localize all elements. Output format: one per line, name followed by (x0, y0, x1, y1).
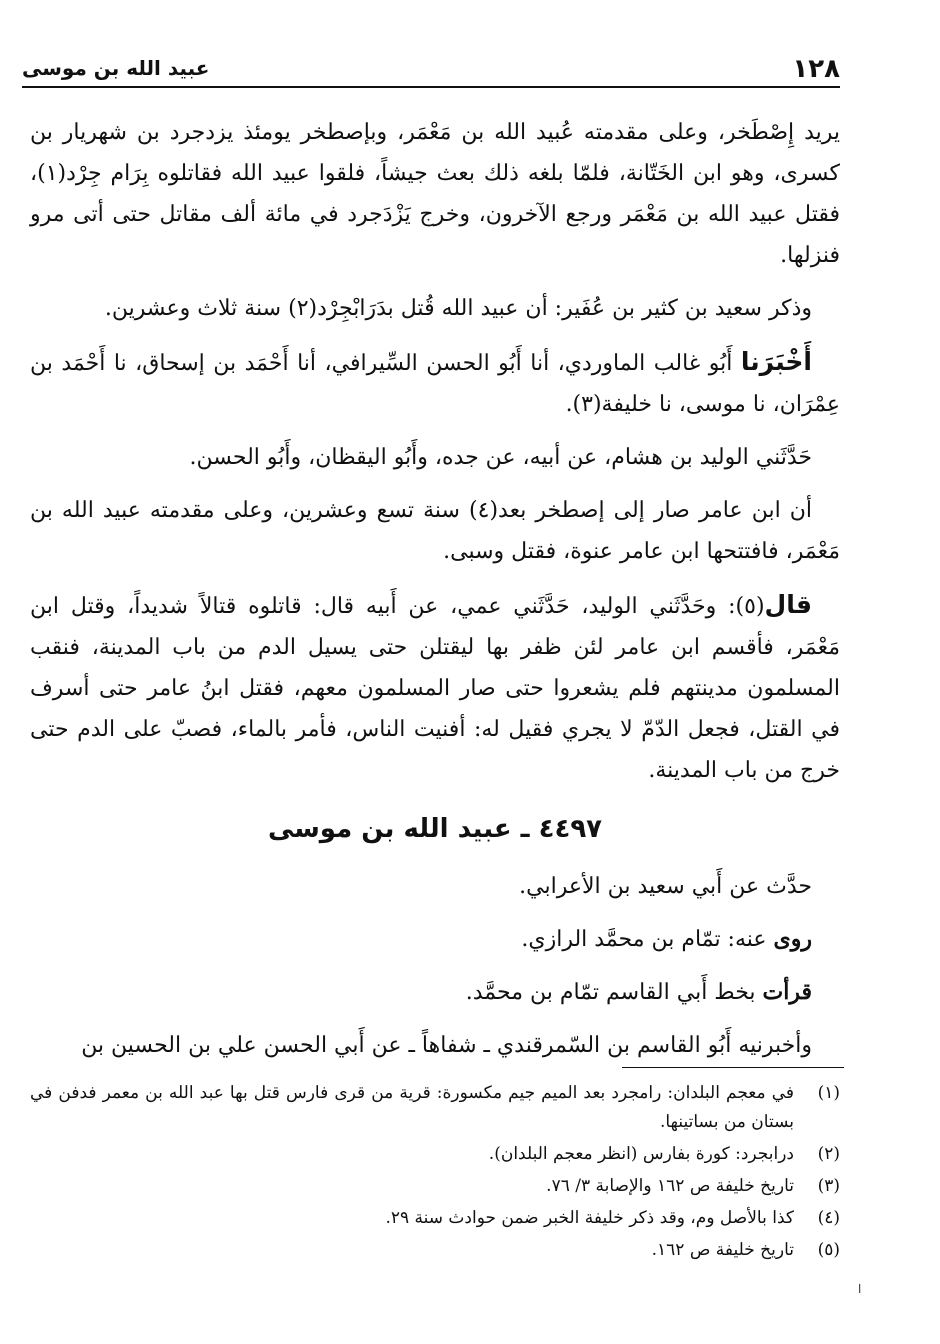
page-number: ١٢٨ (792, 54, 840, 84)
paragraph: يريد إِصْطَخر، وعلى مقدمته عُبيد الله بن مَعْمَر، وبإصطخر يومئذ يزدجرد بن شهريار بن كسرى، وهو ابن الخَتّانة، فلمّا بلغه ذلك بعث جيشاً، فلقوا عبيد الله فقاتلوه بِرَام جِرْد(١)، فقتل عبيد الله بن مَعْمَر ورجع الآخرون، وخرج يَزْدَجرد في مائة ألف مقاتل حتى أتى مرو فنزلها. (30, 120, 840, 268)
running-head-title: عبيد الله بن موسى (22, 56, 210, 80)
paragraph (30, 584, 840, 791)
footnote-text: في معجم البلدان: رامجرد بعد الميم جيم مكسورة: قرية من قرى فارس قتل بها عبد الله بن معمر فدفن في بستان من بساتينها. (30, 1083, 794, 1132)
footnote (30, 1140, 840, 1169)
footnote-number: (٣) (817, 1176, 840, 1196)
paragraph: وأخبرنيه أَبُو القاسم بن السّمرقندي ـ شفاهاً ـ عن أَبي الحسن علي بن الحسين بن (81, 1033, 812, 1058)
footnote-text: تاريخ خليفة ص ١٦٢. (651, 1240, 794, 1260)
footnote-divider (622, 1067, 844, 1068)
footnote-text: كذا بالأصل وم، وقد ذكر خليفة الخبر ضمن حوادث سنة ٢٩. (385, 1208, 794, 1228)
footnote (30, 1236, 840, 1265)
isnad-lead-word: قال (764, 590, 812, 619)
paragraph: حَدَّثَني الوليد بن هشام، عن أبيه، عن جده، وأَبُو اليقظان، وأَبُو الحسن. (189, 445, 812, 470)
paragraph-text: عنه: تمّام بن محمَّد الرازي. (521, 927, 774, 952)
footnotes (30, 1079, 840, 1268)
footnote-text: درابجرد: كورة بفارس (انظر معجم البلدان). (488, 1144, 794, 1164)
paragraph (30, 919, 840, 960)
footnote (30, 1079, 840, 1137)
footnote-text: تاريخ خليفة ص ١٦٢ والإصابة ٣/ ٧٦. (546, 1176, 794, 1196)
paragraph-text: (٥): وحَدَّثَني الوليد، حَدَّثَني عمي، عن أَبيه قال: قاتلوه قتالاً شديداً، وقتل ابن مَعْمَر، فأقسم ابن عامر لئن ظفر بها ليقتلن حتى يسيل الدم من باب المدينة، فنقب المسلمون مدينتهم فلم يشعروا حتى صار المسلمون معهم، فقتل ابنُ عامر حتى أسرف في القتل، فجعل الدّمّ لا يجري فقيل له: أفنيت الناس، فأمر بالماء، فصبّ على الدم حتى خرج من باب المدينة. (30, 594, 840, 783)
paragraph (30, 341, 840, 425)
main-text (30, 112, 840, 1078)
isnad-lead-word: أَخْبَرَنا (740, 347, 812, 376)
paragraph: حدَّث عن أَبي سعيد بن الأعرابي. (519, 874, 812, 899)
footnote-number: (٤) (817, 1208, 840, 1228)
paragraph: أن ابن عامر صار إلى إصطخر بعد(٤) سنة تسع وعشرين، وعلى مقدمته عبيد الله بن مَعْمَر، فافتتحها ابن عامر عنوة، فقتل وسبى. (30, 498, 840, 564)
lead-word: روى (773, 926, 812, 952)
paragraph (30, 972, 840, 1013)
page-edge-mark: ا (858, 1282, 862, 1296)
footnote-number: (٢) (817, 1144, 840, 1164)
lead-word: قرأت (762, 979, 812, 1005)
footnote-number: (١) (817, 1083, 840, 1103)
footnote-number: (٥) (817, 1240, 840, 1260)
footnote (30, 1172, 840, 1201)
running-head (22, 48, 840, 88)
entry-heading: ٤٤٩٧ ـ عبيد الله بن موسى (267, 814, 603, 844)
paragraph-text: بخط أَبي القاسم تمّام بن محمَّد. (465, 980, 763, 1005)
paragraph: وذكر سعيد بن كثير بن عُفَير: أن عبيد الله قُتل بدَرَابْجِرْد(٢) سنة ثلاث وعشرين. (104, 296, 812, 321)
paragraph-text: أَبُو غالب الماوردي، أنا أَبُو الحسن السِّيرافي، أنا أَحْمَد بن إسحاق، نا أَحْمَد بن عِمْرَان، نا موسى، نا خليفة(٣). (30, 351, 840, 417)
footnote (30, 1204, 840, 1233)
